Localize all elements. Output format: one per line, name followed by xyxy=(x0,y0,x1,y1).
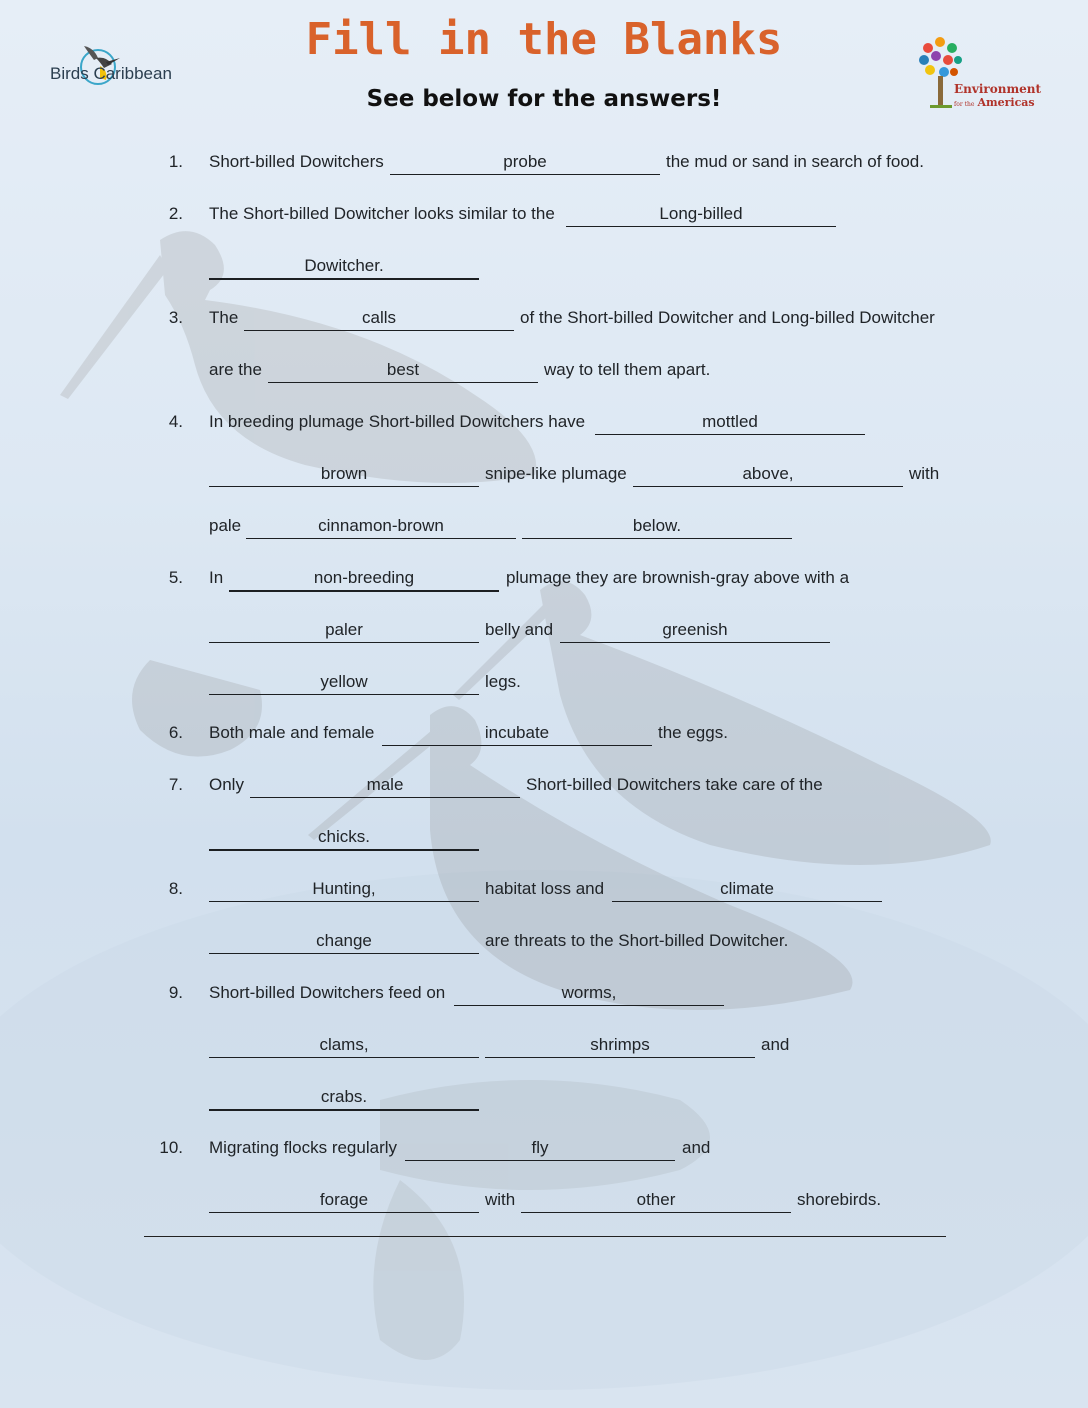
answer-blank[interactable]: above, xyxy=(633,464,903,487)
question-text: Migrating flocks regularly xyxy=(209,1138,398,1157)
answer-blank[interactable]: chicks. xyxy=(209,827,479,851)
question-text: The xyxy=(209,308,239,327)
question-text: with xyxy=(485,1190,516,1209)
answer-blank[interactable]: crabs. xyxy=(209,1087,479,1111)
question-text: of the Short-billed Dowitcher and Long-billed Dowitcher xyxy=(520,308,935,327)
question-text: pale xyxy=(209,516,242,535)
answer-blank[interactable]: non-breeding xyxy=(229,568,499,592)
answer-blank[interactable]: Long-billed xyxy=(566,204,836,227)
question-text: plumage they are brownish-gray above with a xyxy=(506,568,850,587)
answer-blank[interactable]: yellow xyxy=(209,672,479,695)
answer-blank[interactable]: fly xyxy=(405,1138,675,1161)
question-number: 7. xyxy=(168,775,183,794)
answer-blank[interactable]: mottled xyxy=(595,412,865,435)
question-text: the eggs. xyxy=(658,723,728,742)
answer-blank[interactable]: forage xyxy=(209,1190,479,1213)
bottom-divider xyxy=(144,1236,946,1237)
question-text: and xyxy=(761,1035,790,1054)
question-text: Only xyxy=(209,775,244,794)
page-title: Fill in the Blanks xyxy=(305,14,783,65)
answer-blank[interactable]: cinnamon-brown xyxy=(246,516,516,539)
question-number: 9. xyxy=(168,983,183,1002)
question-text: way to tell them apart. xyxy=(544,360,711,379)
answer-blank[interactable]: Dowitcher. xyxy=(209,256,479,280)
answer-blank[interactable]: incubate xyxy=(382,723,652,746)
question-text: and xyxy=(682,1138,711,1157)
question-text: habitat loss and xyxy=(485,879,605,898)
question-text: In breeding plumage Short-billed Dowitchers have xyxy=(209,412,586,431)
question-text: Short-billed Dowitchers feed on xyxy=(209,983,446,1002)
env-logo-title: Environment xyxy=(954,82,1042,96)
question-number: 6. xyxy=(168,723,183,742)
answer-blank[interactable]: greenish xyxy=(560,620,830,643)
answer-blank[interactable]: brown xyxy=(209,464,479,487)
answer-blank[interactable]: male xyxy=(250,775,520,798)
answer-blank[interactable]: Hunting, xyxy=(209,879,479,902)
question-text: shorebirds. xyxy=(797,1190,882,1209)
question-text: Both male and female xyxy=(209,723,375,742)
answer-blank[interactable]: worms, xyxy=(454,983,724,1006)
answer-blank[interactable]: below. xyxy=(522,516,792,539)
answer-blank[interactable]: best xyxy=(268,360,538,383)
question-text: The Short-billed Dowitcher looks similar to the xyxy=(209,204,555,223)
answer-blank[interactable]: probe xyxy=(390,152,660,175)
environment-for-americas-logo xyxy=(908,32,1043,112)
answer-blank[interactable]: change xyxy=(209,931,479,954)
answer-blank[interactable]: calls xyxy=(244,308,514,331)
question-number: 1. xyxy=(168,152,183,171)
question-text: the mud or sand in search of food. xyxy=(666,152,924,171)
answer-blank[interactable]: other xyxy=(521,1190,791,1213)
question-number: 4. xyxy=(168,412,183,431)
question-text: Short-billed Dowitchers xyxy=(209,152,384,171)
question-text: with xyxy=(909,464,940,483)
birds-caribbean-logo xyxy=(48,40,178,90)
answer-blank[interactable]: shrimps xyxy=(485,1035,755,1058)
question-text: Short-billed Dowitchers take care of the xyxy=(526,775,823,794)
answer-blank[interactable]: climate xyxy=(612,879,882,902)
question-text: are threats to the Short-billed Dowitcher. xyxy=(485,931,789,950)
env-logo-subtitle: for the Americas xyxy=(954,96,1035,109)
question-text: belly and xyxy=(485,620,554,639)
question-number: 10. xyxy=(159,1138,183,1157)
answer-blank[interactable]: paler xyxy=(209,620,479,643)
question-number: 3. xyxy=(168,308,183,327)
birds-caribbean-wordmark: Birds Caribbean xyxy=(50,64,172,83)
question-number: 5. xyxy=(168,568,183,587)
question-number: 8. xyxy=(168,879,183,898)
question-text: are the xyxy=(209,360,262,379)
question-text: legs. xyxy=(485,672,521,691)
question-text: snipe-like plumage xyxy=(485,464,627,483)
answer-blank[interactable]: clams, xyxy=(209,1035,479,1058)
question-number: 2. xyxy=(168,204,183,223)
page-subtitle: See below for the answers! xyxy=(366,86,722,112)
question-text: In xyxy=(209,568,224,587)
